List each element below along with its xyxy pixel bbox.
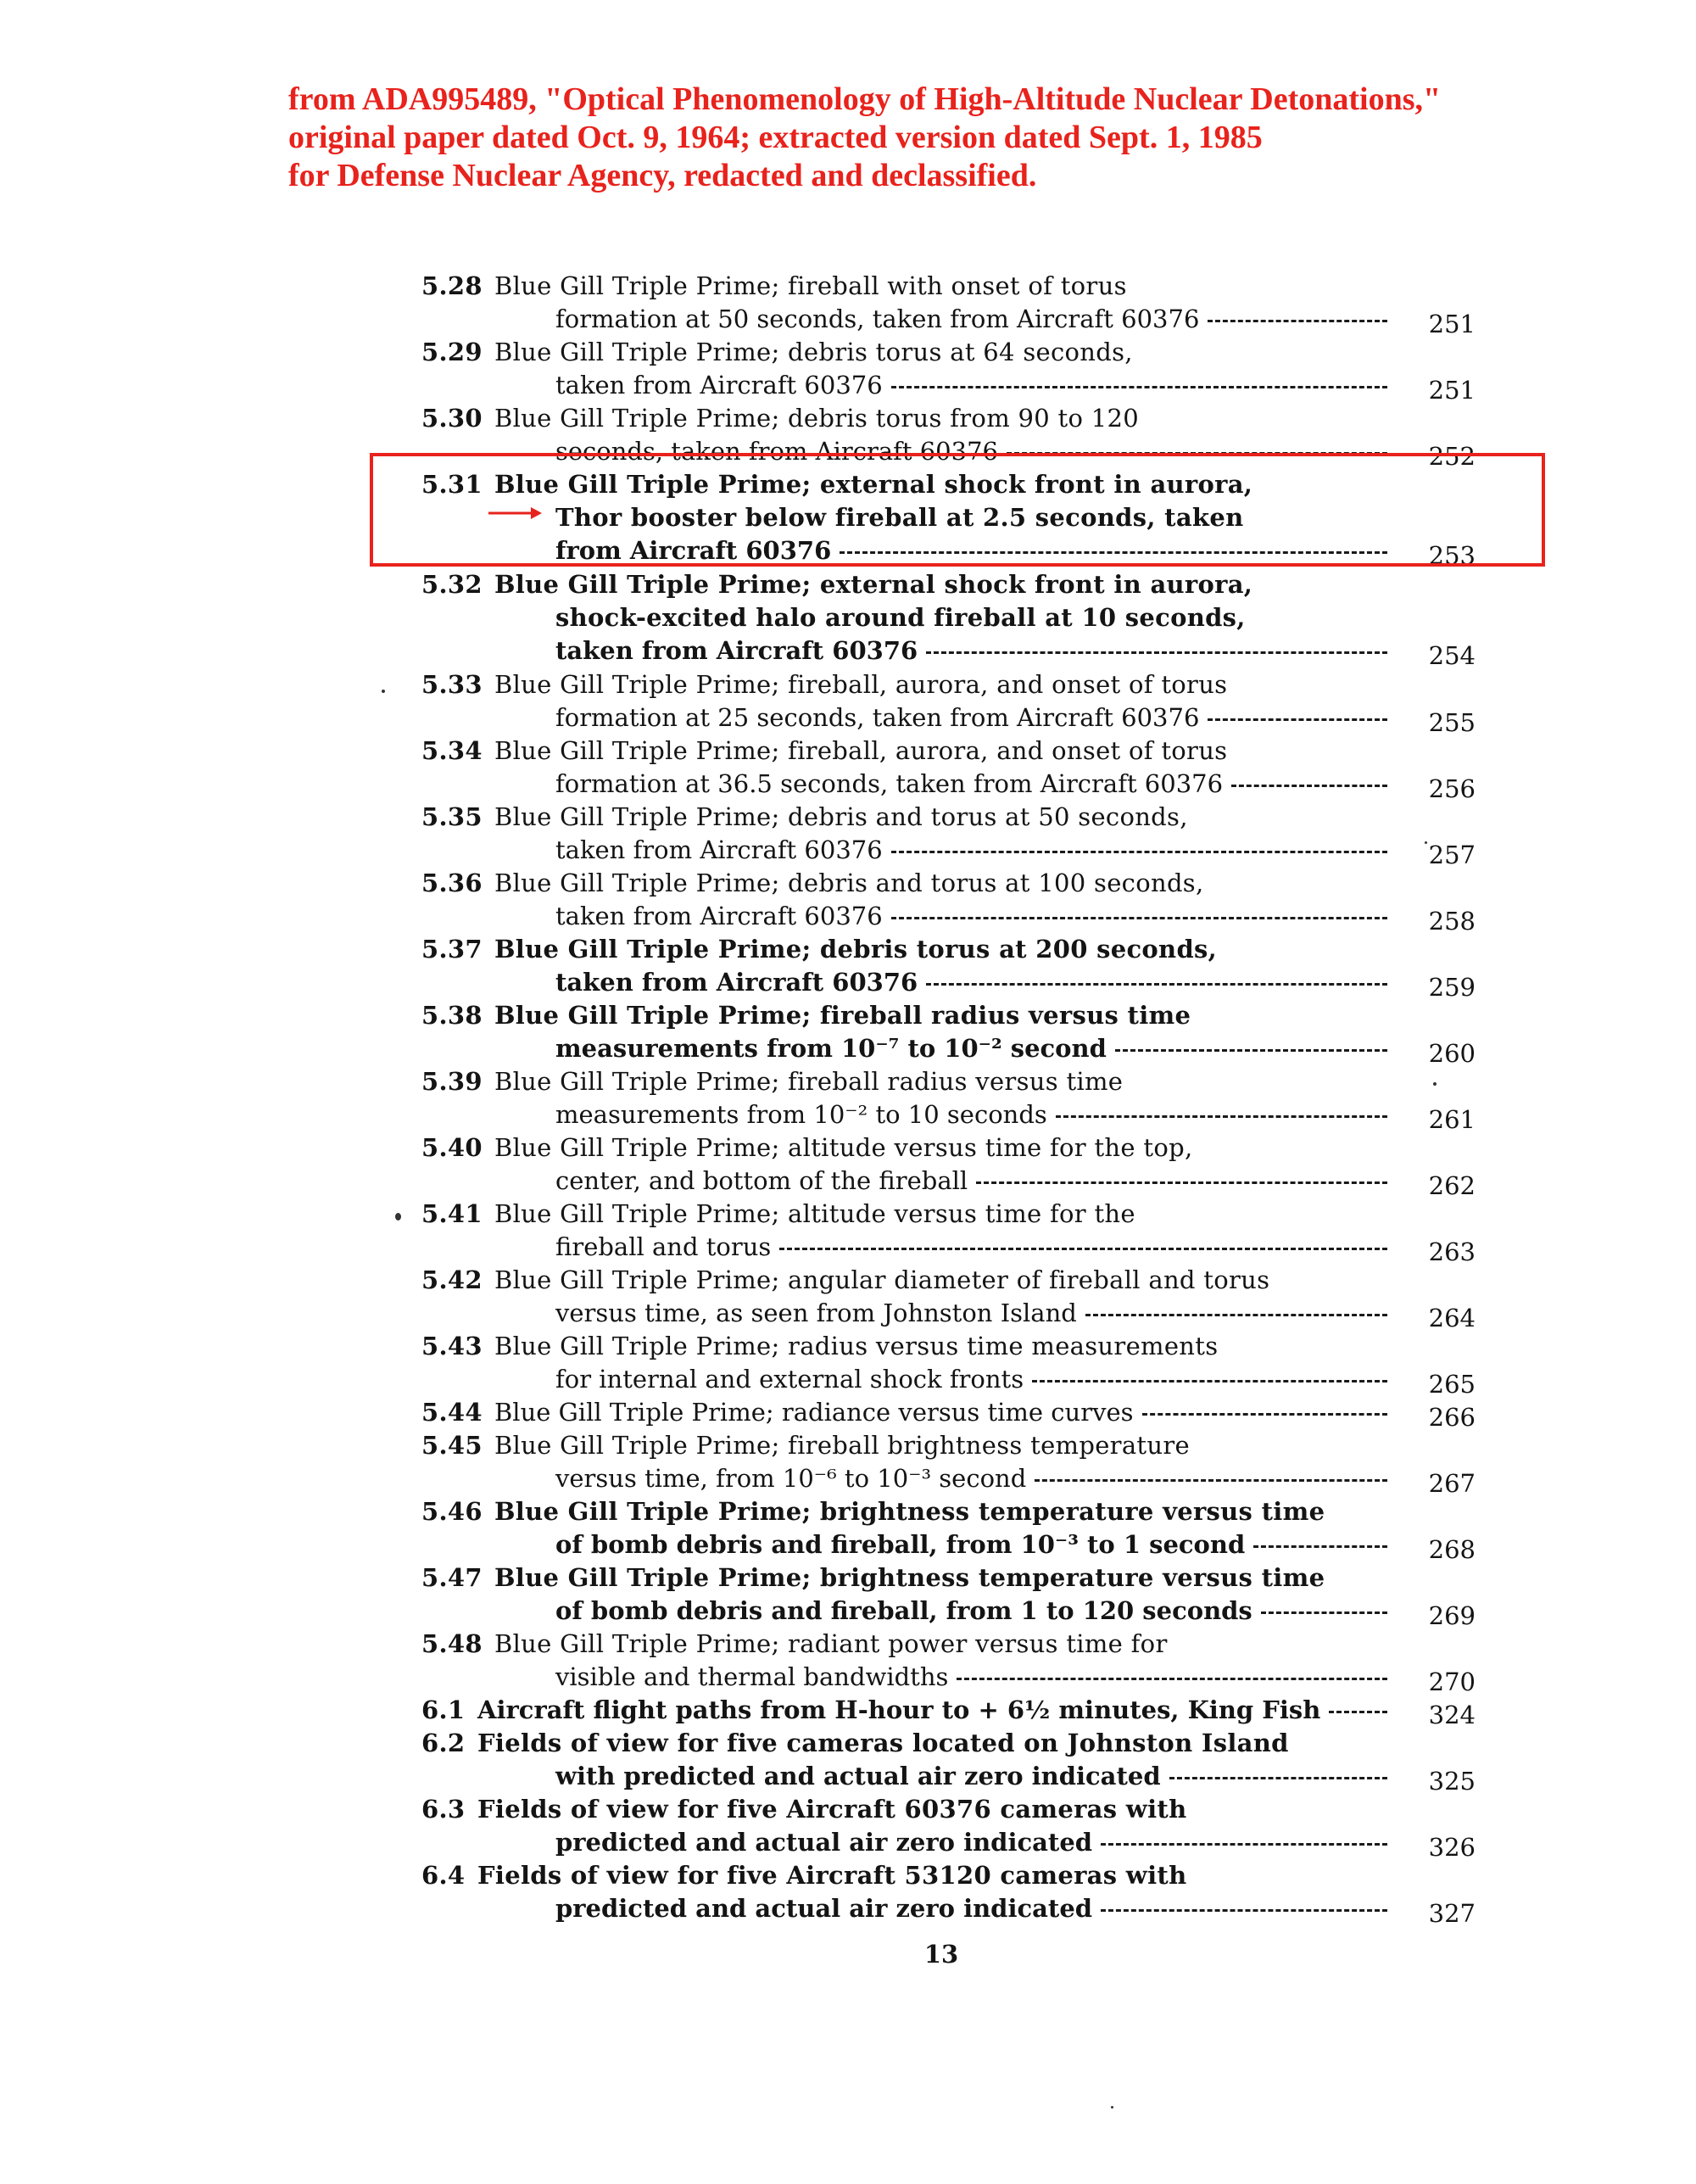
toc-entry-last-line: [555, 966, 1387, 999]
toc-entry-page: 260: [1428, 1039, 1476, 1068]
toc-entry-page: 251: [1428, 376, 1476, 405]
toc-entry-text: Blue Gill Triple Prime; radius versus time measurements: [494, 1332, 1219, 1360]
toc-entry-page: 263: [1428, 1237, 1476, 1266]
toc-entry-text: Blue Gill Triple Prime; fireball radius versus time: [494, 1067, 1124, 1096]
dot-leader: [1253, 1545, 1387, 1548]
toc-entry-last-line: [555, 1760, 1387, 1793]
scan-speck: [1433, 1082, 1437, 1086]
toc-entry-page: 262: [1428, 1171, 1476, 1200]
toc-entry-page: 251: [1428, 310, 1476, 338]
page-number: 13: [923, 1940, 959, 1969]
toc-entry-text: center, and bottom of the fireball: [555, 1166, 968, 1195]
toc-entry-page: 266: [1428, 1403, 1476, 1432]
toc-entry-page: 327: [1428, 1899, 1476, 1928]
highlight-box: [370, 453, 1545, 567]
toc-entry-text: formation at 25 seconds, taken from Aircraft 60376: [555, 703, 1200, 732]
toc-entry-text: for internal and external shock fronts: [555, 1365, 1024, 1394]
source-note-line-1: from ADA995489, "Optical Phenomenology of High-Altitude Nuclear Detonations,": [288, 81, 1442, 117]
toc-entry-text: Blue Gill Triple Prime; radiant power versus time for: [494, 1629, 1168, 1658]
toc-entry-text: predicted and actual air zero indicated: [555, 1894, 1093, 1923]
toc-entry-text: Blue Gill Triple Prime; radiance versus time curves: [494, 1398, 1134, 1427]
toc-entry-number: 6.2: [421, 1729, 466, 1757]
toc-entry-text: Blue Gill Triple Prime; external shock front in aurora,: [494, 570, 1253, 599]
toc-entry-page: 252: [1428, 442, 1476, 471]
toc-entry-text: taken from Aircraft 60376: [555, 835, 883, 864]
toc-entry-number: 6.4: [421, 1861, 466, 1890]
dot-leader: [891, 386, 1387, 388]
toc-entry-text: measurements from 10⁻² to 10 seconds: [555, 1100, 1047, 1129]
toc-entry-page: 254: [1428, 641, 1476, 670]
toc-entry-text: measurements from 10⁻⁷ to 10⁻² second: [555, 1034, 1107, 1063]
toc-entry-text: formation at 50 seconds, taken from Aircraft 60376: [555, 304, 1200, 333]
toc-entry-text: predicted and actual air zero indicated: [555, 1828, 1093, 1857]
toc-entry-last-line: [555, 1363, 1387, 1396]
dot-leader: [1101, 1843, 1387, 1846]
dot-leader: [1231, 785, 1387, 787]
toc-entry-page: 324: [1428, 1701, 1476, 1729]
toc-entry-text: taken from Aircraft 60376: [555, 636, 918, 665]
toc-entry-text: Blue Gill Triple Prime; fireball radius versus time: [494, 1001, 1191, 1030]
dot-leader: [779, 1248, 1387, 1250]
toc-entry-number: 6.1: [421, 1695, 466, 1724]
scan-speck: [1111, 2106, 1113, 2109]
toc-entry-text: fireball and torus: [555, 1232, 772, 1261]
toc-entry-text: shock-excited halo around fireball at 10 seconds,: [555, 603, 1246, 632]
toc-entry-number: 5.39: [421, 1067, 483, 1096]
toc-entry-number: 5.46: [421, 1497, 483, 1526]
toc-entry-last-line: [555, 834, 1387, 867]
toc-entry-last-line: [555, 1462, 1387, 1495]
toc-entry-number: 5.41: [421, 1199, 483, 1228]
toc-entry-text: Blue Gill Triple Prime; debris torus at 200 seconds,: [494, 935, 1218, 964]
toc-entry-number: 5.38: [421, 1001, 483, 1030]
toc-entry-last-line: [477, 1694, 1387, 1727]
toc-entry-last-line: [555, 634, 1387, 667]
toc-entry-text: visible and thermal bandwidths: [555, 1662, 949, 1691]
toc-entry-text: with predicted and actual air zero indicated: [555, 1762, 1161, 1790]
toc-entry-last-line: [555, 1231, 1387, 1264]
toc-entry-text: Blue Gill Triple Prime; altitude versus time for the top,: [494, 1133, 1193, 1162]
scan-speck: [395, 1213, 401, 1220]
toc-entry-last-line: [555, 369, 1387, 402]
toc-entry-text: taken from Aircraft 60376: [555, 902, 883, 930]
toc-entry-text: Fields of view for five Aircraft 53120 cameras with: [477, 1861, 1187, 1890]
toc-entry-number: 5.36: [421, 869, 483, 897]
dot-leader: [1032, 1380, 1387, 1382]
toc-entry-last-line: [555, 1098, 1387, 1131]
toc-entry-last-line: [555, 1297, 1387, 1330]
dot-leader: [1169, 1777, 1387, 1779]
toc-entry-page: 256: [1428, 774, 1476, 803]
dot-leader: [1142, 1413, 1387, 1416]
dot-leader: [1056, 1115, 1387, 1118]
toc-entry-last-line: [555, 1595, 1387, 1628]
dot-leader: [976, 1181, 1387, 1184]
toc-entry-text: Blue Gill Triple Prime; debris and torus at 50 seconds,: [494, 802, 1188, 831]
toc-entry-page: 261: [1428, 1105, 1476, 1134]
toc-entry-number: 5.44: [421, 1398, 483, 1427]
toc-entry-text: Blue Gill Triple Prime; fireball, aurora, and onset of torus: [494, 736, 1228, 765]
toc-entry-number: 5.28: [421, 271, 483, 300]
toc-entry-text: of bomb debris and fireball, from 10⁻³ to 1 second: [555, 1530, 1246, 1559]
toc-entry-last-line: [494, 1396, 1387, 1429]
toc-entry-last-line: [555, 1826, 1387, 1859]
toc-entry-text: Blue Gill Triple Prime; angular diameter of fireball and torus: [494, 1265, 1270, 1294]
source-note-line-3: for Defense Nuclear Agency, redacted and declassified.: [288, 158, 1037, 193]
toc-entry-number: 5.42: [421, 1265, 483, 1294]
toc-entry-text: seconds, taken from Aircraft 60376: [555, 437, 998, 466]
toc-entry-page: 264: [1428, 1304, 1476, 1332]
toc-entry-last-line: [555, 701, 1387, 735]
toc-entry-text: versus time, as seen from Johnston Island: [555, 1299, 1077, 1327]
dot-leader: [957, 1678, 1387, 1680]
toc-entry-page: 265: [1428, 1370, 1476, 1399]
dot-leader: [1329, 1711, 1387, 1713]
dot-leader: [1115, 1049, 1387, 1052]
toc-entry-page: 268: [1428, 1535, 1476, 1564]
toc-entry-number: 5.43: [421, 1332, 483, 1360]
toc-entry-number: 5.30: [421, 404, 483, 433]
arrow-right-icon: [487, 504, 543, 522]
toc-entry-page: 259: [1428, 973, 1476, 1002]
toc-entry-text: Fields of view for five Aircraft 60376 cameras with: [477, 1795, 1187, 1824]
toc-entry-page: 326: [1428, 1833, 1476, 1862]
dot-leader: [891, 917, 1387, 919]
toc-entry-text: from Aircraft 60376: [555, 536, 832, 565]
toc-entry-number: 5.35: [421, 802, 483, 831]
toc-entry-text: Blue Gill Triple Prime; external shock front in aurora,: [494, 470, 1253, 499]
toc-entry-page: 270: [1428, 1667, 1476, 1696]
toc-entry-last-line: [555, 900, 1387, 933]
toc-entry-text: Blue Gill Triple Prime; debris torus from 90 to 120: [494, 404, 1140, 433]
toc-entry-text: Thor booster below fireball at 2.5 seconds, taken: [555, 503, 1244, 532]
toc-entry-number: 5.40: [421, 1133, 483, 1162]
toc-entry-text: versus time, from 10⁻⁶ to 10⁻³ second: [555, 1464, 1027, 1493]
toc-entry-text: taken from Aircraft 60376: [555, 968, 918, 997]
toc-entry-last-line: [555, 1892, 1387, 1925]
toc-entry-number: 5.37: [421, 935, 483, 964]
toc-entry-last-line: [555, 1032, 1387, 1065]
toc-entry-number: 5.33: [421, 670, 483, 699]
toc-entry-text: Blue Gill Triple Prime; brightness temperature versus time: [494, 1563, 1325, 1592]
toc-entry-text: Fields of view for five cameras located on Johnston Island: [477, 1729, 1289, 1757]
toc-entry-text: taken from Aircraft 60376: [555, 371, 883, 399]
toc-entry-text: Blue Gill Triple Prime; fireball brightness temperature: [494, 1431, 1190, 1460]
toc-entry-page: 269: [1428, 1601, 1476, 1630]
toc-entry-last-line: [555, 768, 1387, 801]
toc-entry-page: 257: [1428, 841, 1476, 869]
toc-entry-text: formation at 36.5 seconds, taken from Aircraft 60376: [555, 769, 1224, 798]
dot-leader: [926, 651, 1387, 654]
toc-entry-number: 5.47: [421, 1563, 483, 1592]
toc-entry-page: 267: [1428, 1469, 1476, 1498]
dot-leader: [1208, 718, 1387, 721]
toc-entry-page: 258: [1428, 907, 1476, 936]
toc-entry-last-line: [555, 303, 1387, 336]
scan-speck: [382, 690, 385, 693]
toc-entry-number: 5.48: [421, 1629, 483, 1658]
toc-entry-last-line: [555, 1165, 1387, 1198]
toc-entry-text: Blue Gill Triple Prime; fireball with onset of torus: [494, 271, 1127, 300]
scan-speck: [1425, 841, 1427, 844]
toc-entry-text: Blue Gill Triple Prime; debris and torus at 100 seconds,: [494, 869, 1204, 897]
source-note-line-2: original paper dated Oct. 9, 1964; extracted version dated Sept. 1, 1985: [288, 120, 1263, 155]
toc-entry-number: 5.45: [421, 1431, 483, 1460]
toc-entry-number: 5.32: [421, 570, 483, 599]
toc-entry-number: 5.29: [421, 338, 483, 366]
dot-leader: [1261, 1611, 1387, 1614]
toc-entry-page: 255: [1428, 708, 1476, 737]
toc-entry-last-line: [555, 1528, 1387, 1561]
toc-entry-text: Aircraft flight paths from H-hour to + 6½ minutes, King Fish: [477, 1695, 1321, 1724]
toc-entry-text: Blue Gill Triple Prime; brightness temperature versus time: [494, 1497, 1325, 1526]
toc-entry-number: 6.3: [421, 1795, 466, 1824]
toc-entry-number: 5.31: [421, 470, 483, 499]
toc-entry-page: 325: [1428, 1767, 1476, 1796]
toc-entry-text: Blue Gill Triple Prime; altitude versus time for the: [494, 1199, 1135, 1228]
dot-leader: [1035, 1479, 1387, 1482]
toc-entry-last-line: [555, 1661, 1387, 1694]
dot-leader: [926, 983, 1387, 986]
dot-leader: [1101, 1909, 1387, 1912]
toc-entry-number: 5.34: [421, 736, 483, 765]
toc-entry-text: Blue Gill Triple Prime; debris torus at 64 seconds,: [494, 338, 1133, 366]
dot-leader: [1208, 320, 1387, 322]
toc-entry-page: 253: [1428, 541, 1476, 570]
dot-leader: [1085, 1314, 1387, 1316]
dot-leader: [891, 851, 1387, 853]
toc-entry-text: Blue Gill Triple Prime; fireball, aurora, and onset of torus: [494, 670, 1228, 699]
toc-entry-text: of bomb debris and fireball, from 1 to 120 seconds: [555, 1596, 1252, 1625]
